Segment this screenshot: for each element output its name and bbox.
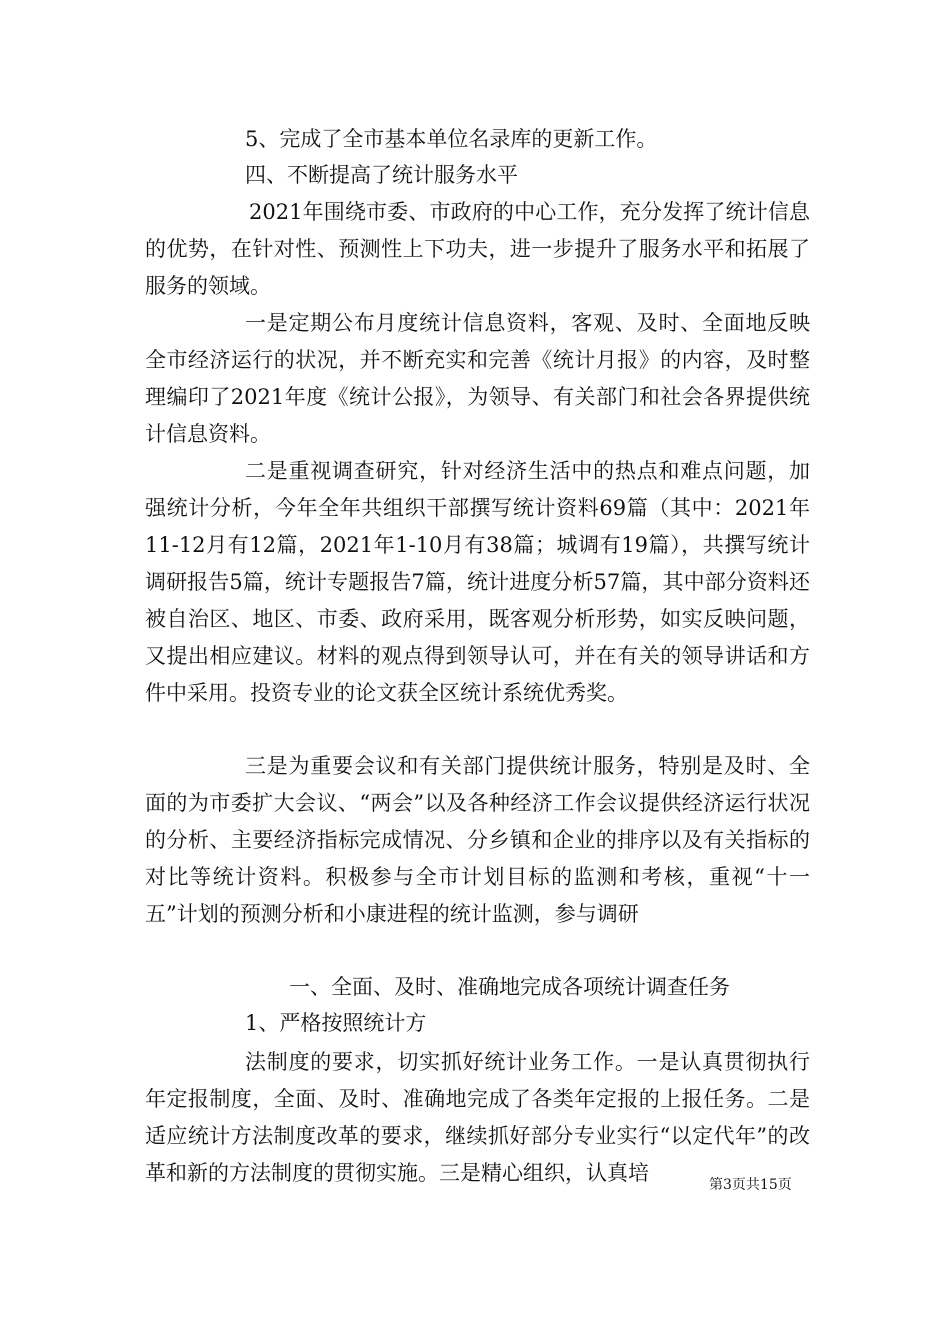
- subheading-1: 1、严格按照统计方: [245, 1011, 427, 1035]
- paragraph-intro: 2021年围绕市委、市政府的中心工作，充分发挥了统计信息的优势，在针对性、预测性上下功夫，进一步提升了服务水平和拓展了服务的领域。: [145, 200, 810, 298]
- section-heading-4: 四、不断提高了统计服务水平: [245, 163, 518, 187]
- paragraph-item-5: 5、完成了全市基本单位名录库的更新工作。: [245, 127, 658, 151]
- paragraph-point-2: 二是重视调查研究，针对经济生活中的热点和难点问题，加强统计分析，今年全年共组织干部撰写统计资料69篇（其中：2021年11-12月有12篇，2021年1-10月有38篇；城调有19篇），共撰写统计调研报告5篇，统计专题报告7篇，统计进度分析57篇，其中部分资料还被自治区、地区、市委、政府采用，既客观分析形势，如实反映问题，又提出相应建议。材料的观点得到领导认可，并在有关的领导讲话和方件中采用。投资专业的论文获全区统计系统优秀奖。: [145, 459, 810, 705]
- paragraph-point-1: 一是定期公布月度统计信息资料，客观、及时、全面地反映全市经济运行的状况，并不断充实和完善《统计月报》的内容，及时整理编印了2021年度《统计公报》，为领导、有关部门和社会各界提供统计信息资料。: [145, 311, 810, 446]
- paragraph-statistics-work: 法制度的要求，切实抓好统计业务工作。一是认真贯彻执行年定报制度，全面、及时、准确地完成了各类年定报的上报任务。二是适应统计方法制度改革的要求，继续抓好部分专业实行“以定代年”的改革和新的方法制度的贯彻实施。三是精心组织，认真培: [145, 1050, 810, 1185]
- section-heading-1: 一、全面、及时、准确地完成各项统计调查任务: [289, 975, 730, 999]
- page-number-footer: 第3页共15页: [709, 1177, 792, 1193]
- paragraph-point-3: 三是为重要会议和有关部门提供统计服务，特别是及时、全面的为市委扩大会议、“两会”以及各种经济工作会议提供经济运行状况的分析、主要经济指标完成情况、分乡镇和企业的排序以及有关指标的对比等统计资料。积极参与全市计划目标的监测和考核，重视“十一五”计划的预测分析和小康进程的统计监测，参与调研: [145, 754, 810, 926]
